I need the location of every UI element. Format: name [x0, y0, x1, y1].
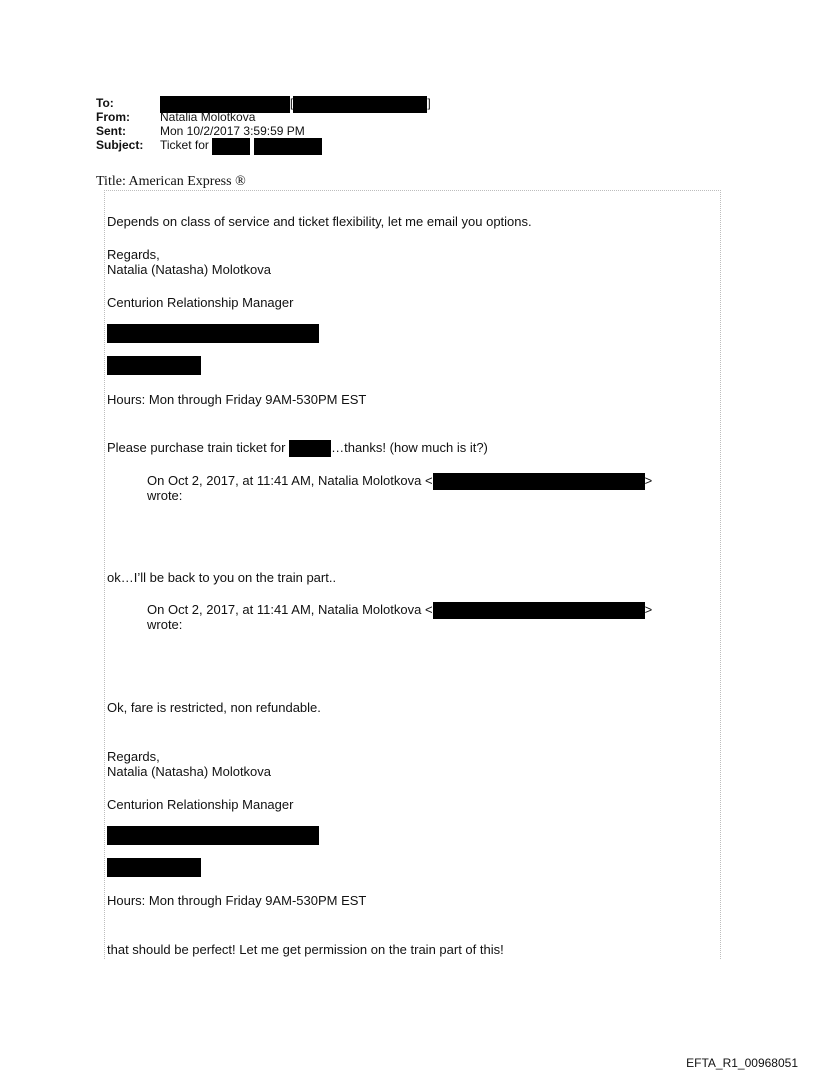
signature-role: Centurion Relationship Manager [107, 295, 294, 310]
signature-role: Centurion Relationship Manager [107, 797, 294, 812]
hours-line: Hours: Mon through Friday 9AM-530PM EST [107, 893, 367, 908]
body-line: Ok, fare is restricted, non refundable. [107, 700, 321, 715]
redaction-block [254, 138, 322, 155]
to-bracket-close: ] [427, 96, 431, 110]
quote-header: On Oct 2, 2017, at 11:41 AM, Natalia Molotkova < > [147, 473, 653, 488]
regards: Regards, [107, 247, 160, 262]
to-bracket: [ [290, 96, 294, 110]
redaction-block [433, 602, 645, 619]
quote-wrote: wrote: [147, 617, 183, 632]
body-line: ok…I’ll be back to you on the train part.. [107, 570, 337, 585]
redaction-block [433, 473, 645, 490]
redaction-block [107, 826, 319, 845]
hours-line: Hours: Mon through Friday 9AM-530PM EST [107, 392, 367, 407]
body-line: Depends on class of service and ticket flexibility, let me email you options. [107, 214, 532, 229]
sent-label: Sent: [96, 124, 126, 138]
body-line: that should be perfect! Let me get permission on the train part of this! [107, 942, 504, 957]
quote-header: On Oct 2, 2017, at 11:41 AM, Natalia Molotkova < > [147, 602, 653, 617]
from-value: Natalia Molotkova [160, 110, 256, 124]
from-label: From: [96, 110, 130, 124]
redaction-block [212, 138, 250, 155]
document-title: Title: American Express ® [96, 174, 246, 189]
sent-value: Mon 10/2/2017 3:59:59 PM [160, 124, 305, 138]
to-label: To: [96, 96, 114, 110]
quote-wrote: wrote: [147, 488, 183, 503]
purchase-line: Please purchase train ticket for …thanks! (how much is it?) [107, 440, 488, 455]
subject-value: Ticket for [160, 138, 209, 152]
regards: Regards, [107, 749, 160, 764]
redaction-block [107, 356, 201, 375]
redaction-block [293, 96, 427, 113]
document-id: EFTA_R1_00968051 [686, 1056, 798, 1070]
signature-name: Natalia (Natasha) Molotkova [107, 764, 272, 779]
redaction-block [107, 858, 201, 877]
redaction-block [289, 440, 331, 457]
redaction-block [107, 324, 319, 343]
signature-name: Natalia (Natasha) Molotkova [107, 262, 272, 277]
subject-label: Subject: [96, 138, 144, 152]
